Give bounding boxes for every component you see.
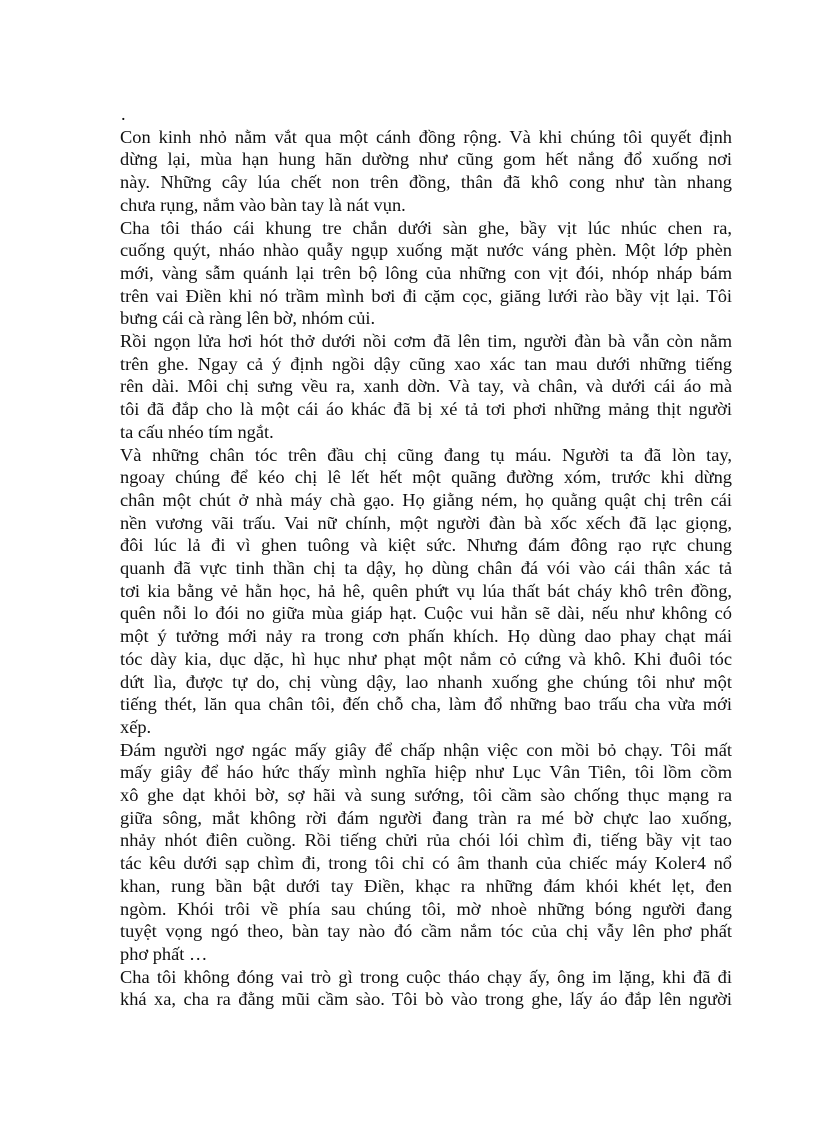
paragraph — [120, 217, 732, 331]
text-line: Và những chân tóc trên đầu chị cũng đang tụ máu. Người ta đã lòn tay, — [120, 444, 732, 465]
text-line: Rồi ngọn lửa hơi hót thở dưới nồi cơm đã lên tim, người đàn bà vẫn còn nằm — [120, 331, 732, 352]
text-line: quanh đã vực tinh thần chị ta dậy, họ dùng chân đá vói vào cái thân xác tả — [120, 558, 732, 579]
paragraph-list — [120, 126, 732, 1011]
text-line: tiếng thét, lăn qua chân tôi, đến chỗ cha, làm đổ những bao trấu cha vừa mới — [120, 694, 732, 715]
text-line: dứt lìa, được tự do, chị vùng dậy, lao nhanh xuống ghe chúng tôi như một — [120, 671, 732, 692]
text-line: nền vương vãi trấu. Vai nữ chính, một người đàn bà xốc xếch đã lạc giọng, — [120, 512, 732, 533]
text-line: một ý tưởng mới nảy ra trong cơn phấn khích. Họ dùng dao phay chạt mái — [120, 626, 732, 647]
text-line: bưng cái cà ràng lên bờ, nhóm củi. — [120, 308, 376, 329]
text-line: mấy giây để háo hức thấy mình nghĩa hiệp như Lục Vân Tiên, tôi lồm cồm — [120, 762, 732, 783]
text-line: chân một chút ở nhà máy chà gạo. Họ giằng ném, họ quằng quật chị trên cái — [120, 489, 732, 510]
paragraph — [120, 739, 732, 966]
text-line: chưa rụng, nắm vào bàn tay là nát vụn. — [120, 194, 406, 215]
leading-mark: . — [121, 104, 126, 124]
text-line: Con kinh nhỏ nằm vắt qua một cánh đồng rộng. Và khi chúng tôi quyết định — [120, 126, 732, 147]
text-line: giữa sông, mắt không rời đám người đang tràn ra mé bờ chực lao xuống, — [120, 807, 732, 828]
text-line: xếp. — [120, 716, 152, 737]
text-line: khan, rung bần bật dưới tay Điền, khạc ra những đám khói khét lẹt, đen — [120, 875, 732, 896]
text-line: phơ phất … — [120, 944, 208, 964]
text-line: trên ghe. Ngay cả ý định ngồi dậy cũng xao xác tan mau dưới những tiếng — [120, 353, 732, 374]
text-line: Cha tôi không đóng vai trò gì trong cuộc tháo chạy ấy, ông im lặng, khi đã đi — [120, 966, 732, 987]
paragraph — [120, 330, 732, 444]
text-line: trên vai Điền khi nó trầm mình bơi đi cặm cọc, giăng lưới rào bầy vịt lại. Tôi — [120, 285, 732, 306]
text-line: tóc dày kia, dục dặc, hì hục như phạt một nắm cỏ cứng và khô. Khi đuôi tóc — [120, 648, 732, 669]
text-line: mới, vàng sẫm quánh lại trên bộ lông của những con vịt đói, nhóp nháp bám — [120, 262, 732, 283]
text-line: ngòm. Khói trôi về phía sau chúng tôi, mờ nhoè những bóng người đang — [120, 898, 732, 919]
text-line: dừng lại, mùa hạn hung hãn dường như cũng gom hết nắng đổ xuống nơi — [120, 149, 732, 170]
text-line: tôi đã đắp cho là một cái áo khác đã bị xé tả tơi phơi những mảng thịt người — [120, 399, 732, 420]
text-line: tác kêu dưới sạp chìm đi, trong tôi chỉ có âm thanh của chiếc máy Koler4 nổ — [120, 853, 732, 874]
text-line: rên dài. Môi chị sưng vều ra, xanh dờn. Và tay, và chân, và dưới cái áo mà — [120, 376, 732, 397]
text-line: cuống quýt, nháo nhào quẫy ngụp xuống mặt nước váng phèn. Một lớp phèn — [120, 240, 732, 261]
text-line: quên nỗi lo đói no giữa mùa giáp hạt. Cuộc vui hẳn sẽ dài, nếu như không có — [120, 603, 732, 624]
text-line: Cha tôi tháo cái khung tre chắn dưới sàn ghe, bầy vịt lúc nhúc chen ra, — [120, 217, 732, 238]
text-line: ngoay chúng để kéo chị lê lết hết một quãng đường xóm, trước khi dừng — [120, 467, 732, 488]
text-line: xô ghe dạt khỏi bờ, sợ hãi và sung sướng, tôi cầm sào chống thục mạng ra — [120, 785, 732, 806]
text-line: tuyệt vọng ngó theo, bàn tay nào đó cầm nắm tóc của chị vẫy lên phơ phất — [120, 921, 732, 942]
text-line: nhảy nhót điên cuồng. Rồi tiếng chửi rủa chói lói chìm đi, tiếng bầy vịt tao — [120, 830, 732, 851]
text-line: tơi kia bằng vẻ hằn học, hả hê, quên phứt vụ lúa thất bát cháy khô trên đồng, — [120, 580, 732, 601]
text-line: này. Những cây lúa chết non trên đồng, thân đã khô cong như tàn nhang — [120, 172, 732, 193]
paragraph — [120, 966, 732, 1011]
text-line: khá xa, cha ra đằng mũi cầm sào. Tôi bò vào trong ghe, lấy áo đắp lên người — [120, 989, 732, 1010]
text-line: đôi lúc lả đi vì ghen tuông và kiệt sức. Nhưng đám đông rạo rực chung — [120, 535, 732, 556]
text-line: Đám người ngơ ngác mấy giây để chấp nhận việc con mồi bỏ chạy. Tôi mất — [120, 739, 732, 760]
text-line: ta cấu nhéo tím ngắt. — [120, 421, 274, 442]
document-body — [120, 103, 732, 1011]
paragraph — [120, 444, 732, 739]
paragraph — [120, 126, 732, 217]
